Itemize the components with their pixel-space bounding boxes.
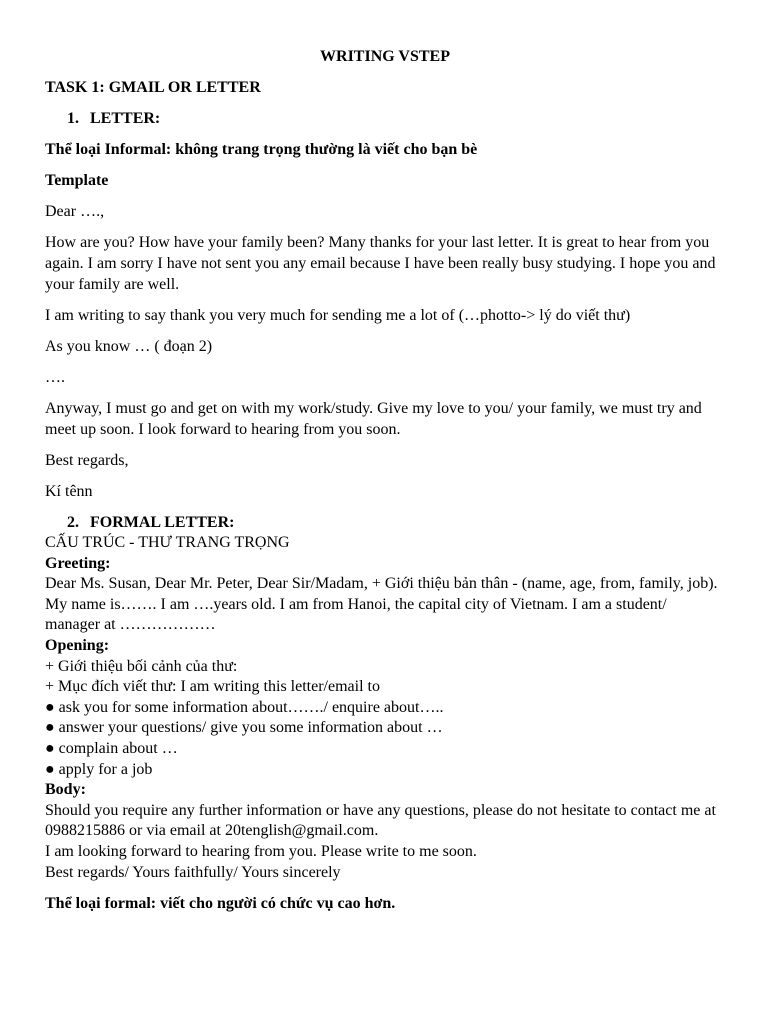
section-formal-heading [67, 512, 725, 533]
informal-type-note: Thể loại Informal: không trang trọng thường là viết cho bạn bè [45, 141, 478, 158]
bullet-item: ● ask you for some information about……./ enquire about….. [45, 698, 444, 716]
body-line: I am looking forward to hearing from you. Please write to me soon. [45, 842, 477, 860]
body-line: Best regards/ Yours faithfully/ Yours sincerely [45, 863, 341, 881]
section-number: 1. [67, 110, 79, 127]
letter-signature: Kí tênn [45, 483, 93, 500]
section-number: 2. [67, 514, 79, 531]
bullet-item: ● complain about … [45, 739, 178, 757]
greeting-heading: Greeting: [45, 554, 111, 572]
body-heading: Body: [45, 781, 86, 799]
letter-paragraph: Anyway, I must go and get on with my work/study. Give my love to you/ your family, we must try and meet up soon. I look forward to hearing from you soon. [45, 400, 702, 438]
section-letter-heading [67, 108, 725, 129]
template-heading: Template [45, 172, 109, 189]
letter-paragraph: How are you? How have your family been? Many thanks for your last letter. It is great to hear from you again. I am sorry I have not sent you any email because I have been really busy studying. I hope you and your family are well. [45, 234, 716, 293]
structure-title: CẤU TRÚC - THƯ TRANG TRỌNG [45, 534, 290, 551]
bullet-item: ● answer your questions/ give you some information about … [45, 719, 443, 737]
document-page [45, 46, 725, 924]
letter-paragraph: I am writing to say thank you very much for sending me a lot of (…photto-> lý do viết thư) [45, 307, 631, 324]
letter-paragraph: …. [45, 369, 65, 386]
page-title: WRITING VSTEP [320, 48, 450, 65]
opening-line: + Giới thiệu bối cảnh của thư: [45, 657, 238, 675]
letter-paragraph: As you know … ( đoạn 2) [45, 338, 213, 355]
greeting-text: Dear Ms. Susan, Dear Mr. Peter, Dear Sir/Madam, + Giới thiệu bản thân - (name, age, from, family, job). My name is……. I am ….years old. I am from Hanoi, the capital city of Vietnam. I am a student/ manager at ……………… [45, 575, 718, 634]
formal-type-note: Thể loại formal: viết cho người có chức vụ cao hơn. [45, 895, 396, 913]
task-heading: TASK 1: GMAIL OR LETTER [45, 79, 261, 96]
opening-heading: Opening: [45, 636, 110, 654]
bullet-item: ● apply for a job [45, 760, 153, 778]
opening-line: + Mục đích viết thư: I am writing this letter/email to [45, 678, 380, 696]
letter-salutation: Dear …., [45, 203, 105, 220]
formal-structure-block [45, 533, 725, 883]
section-label: LETTER: [90, 110, 161, 127]
body-text: Should you require any further information or have any questions, please do not hesitate to contact me at 0988215886 or via email at 20tenglish@gmail.com. [45, 801, 716, 840]
letter-closing: Best regards, [45, 452, 129, 469]
section-label: FORMAL LETTER: [90, 514, 235, 531]
